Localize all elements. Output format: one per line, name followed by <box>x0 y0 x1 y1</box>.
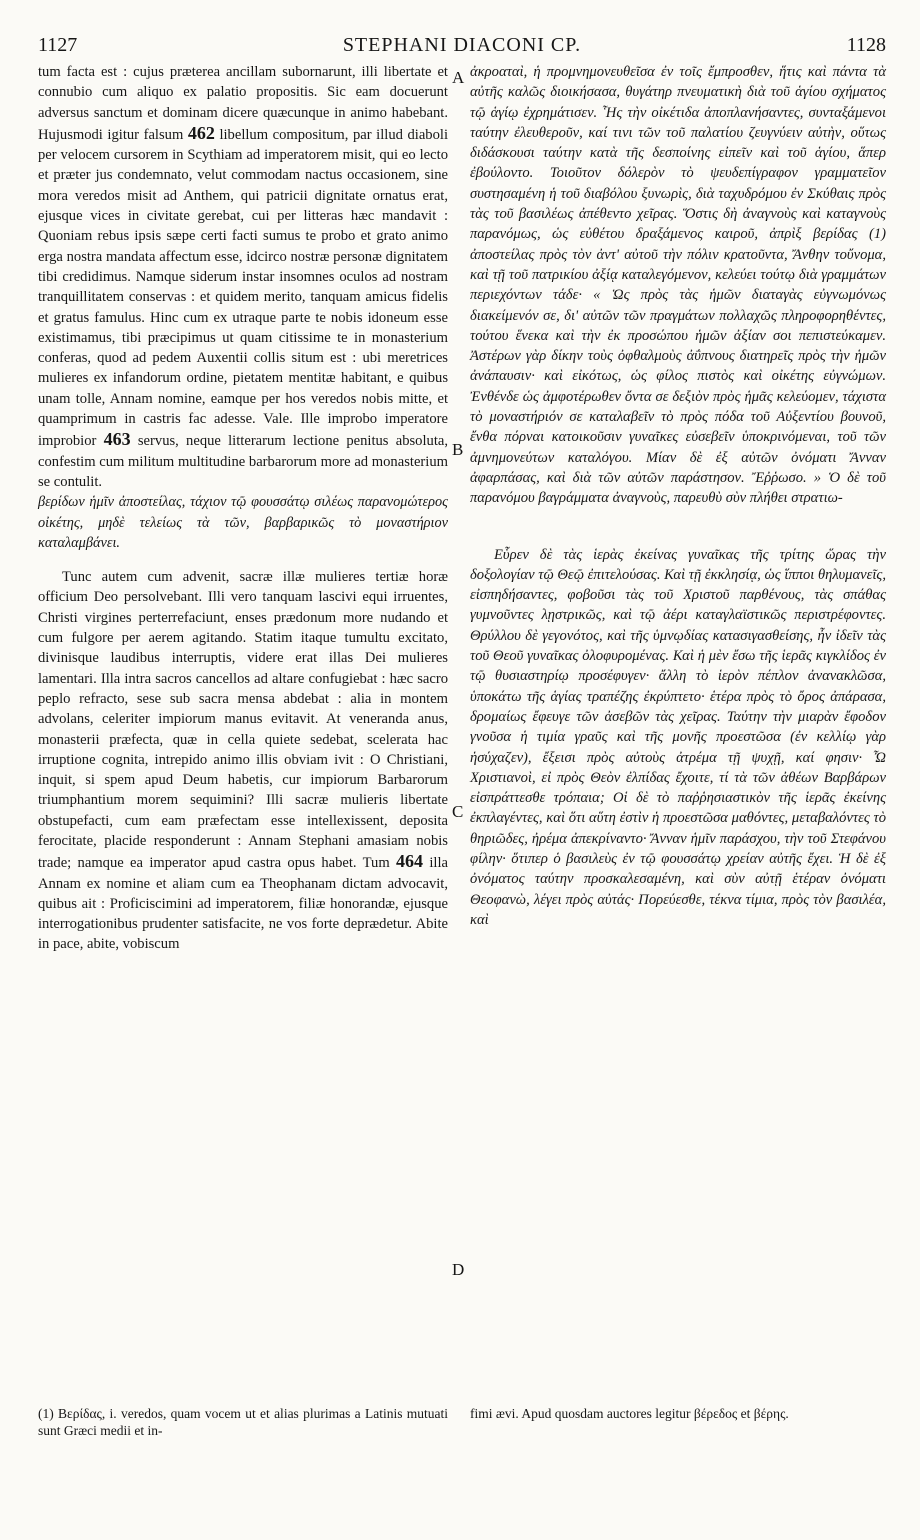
greek-paragraph-1 <box>470 62 886 509</box>
marginal-number: 464 <box>396 851 424 872</box>
latin-text: servus, neque litterarum lectione penitus absoluta, confestim cum militum multitudine barbarorum more ad monasterium se contulit. <box>38 433 449 490</box>
marginal-number: 463 <box>103 429 131 450</box>
latin-column <box>38 62 448 955</box>
margin-letter-d: D <box>452 1260 465 1279</box>
latin-paragraph-1 <box>38 62 448 492</box>
greek-text: ἀποστείλας πρὸς τὸν ἀντ' αὐτοῦ τὴν πόλιν κρατοῦντα, Ἄνθην τοὔνομα, καὶ τῇ τοῦ πατρικίου ἀξίᾳ καταλεγόμενον, κελεύει τούτῳ διὰ γραμμάτων περιεχόντων τάδε· « Ὡς πρὸς τὰς ἡμῶν διαταγὰς εὐγνωμόνως διακείμενόν σε, δι' αὐτῶν τῶν πραγμάτων πολλαχῶς πληροφορηθέντες, τούτου ἕνεκα καὶ τὴν ἐκ προσώπου ἡμῶν ἀξίαν σοι πεπιστεύκαμεν. Ἀστέρων γὰρ δίκην τοὺς ὀφθαλμοὺς ἀΰπνους διατηρεῖς πρὸς τὴν ἡμῶν ἀνάπαυσιν· καὶ εἰκότως, ὡς φίλος πιστὸς καὶ οἰκέτης εὐγνώμων. Ἐνθένδε ὡς ἀμφοτέρωθεν ὄντα σε δεξιὸν πρὸς ἡμᾶς κελεύομεν, τάχιστα τὸ μοναστήριόν σε καταλαβεῖν τὸ πρὸς πόδα τοῦ Αὐξεντίου βουνοῦ, ἔνθα πόρναι κατοικοῦσιν γυναῖκες εὐσεβεῖν ὑποκρινόμεναι, τοῦ τῶν ἀμνημονεύτων καταλόγου. Μίαν δὲ ἐξ αὐτῶν ὀνόματι Ἄνναν ἀφαρπάσας, καὶ διὰ τῶν αὐτῶν παράστησον. Ἔῤῥωσο. » Ὁ δὲ τοῦ παρανόμου βαγράμματα ἀναγνοὺς, παρευθὺ σὺν πλήθει στρατιω- <box>470 246 886 507</box>
latin-text: illa Annam ex nomine et aliam cum ea Theophanam dictam advocavit, quibus ait : Proficiscimini ad imperatorem, filiæ honorandæ, ejusque interrogationibus prudenter satisfacite, ne vos forte deprædetur. Abite in pace, abite, vobiscum <box>38 855 448 953</box>
running-title: STEPHANI DIACONI CP. <box>342 34 582 56</box>
greek-continuation: βερίδων ἡμῖν ἀποστείλας, τάχιον τῷ φουσσάτῳ σιλέως παρανομώτερος οἰκέτης, μηδὲ τελείως τὰ τῶν, βαρβαρικῶς τὸ μοναστήριον καταλαμβάνει. <box>38 494 448 551</box>
margin-letter-b: B <box>452 440 464 459</box>
greek-paragraph-2: Εὗρεν δὲ τὰς ἱερὰς ἐκείνας γυναῖκας τῆς τρίτης ὥρας τὴν δοξολογίαν τῷ Θεῷ ἐπιτελούσας. Καὶ τῇ ἐκκλησίᾳ, ὡς ἵπποι θηλυμανεῖς, εἰσπηδήσαντες, φοβοῦσι τὰς τοῦ Χριστοῦ παρθένους, τὰς σπάθας γυμνοῦντες λῃστρικῶς, καὶ τῷ ἀέρι καταγλαϊστικῶς περιστρέφοντες. Θρύλλου δὲ γεγονότος, καὶ τῆς ὑμνῳδίας κατασιγασθείσης, ἦν ἰδεῖν τὰς τοῦ Θεοῦ γυναῖκας ὀλοφυρομένας. Καὶ ἡ μὲν ἔσω τῆς ἱερᾶς κιγκλίδος ἐν τῷ θυσιαστηρίῳ προσέφυγεν· ἄλλη τὸ ἱερὸν πέπλον ἀνανακλῶσα, ὑποκάτω τῆς ἁγίας τραπέζης ἐκρύπτετο· ἑτέρα πρὸς τὸ ὄρος ἀπάρασα, δρομαίως ἔφευγε τῶν ἀσεβῶν τὰς χεῖρας. Ταύτην τὴν μιαρὰν ἔφοδον γνοῦσα ἡ τιμία γραῦς καὶ τῆς μονῆς προεστῶσα (ἐν κελλίῳ γὰρ ἡσύχαζεν), ἔξεισι πρὸς αὐτοὺς ἀτρέμα τῇ ψυχῇ, καί φησιν· Ὦ Χριστιανοὶ, εἰ πρὸς Θεὸν ἐλπίδας ἔχοιτε, τί τὰ τῶν ἀθέων Βαρβάρων εἰσπράττεσθε τρόπαια; Οἱ δὲ τὸ παῤῥησιαστικὸν τῆς ἱερᾶς ἐκείνης ἐκπλαγέντες, καὶ ὅτι αὕτη ἐστὶν ἡ προεστῶσα μαθόντες, μεταβαλόντες τὸ θηριῶδες, ἠρέμα ἀπεκρίναντο· Ἄνναν ἡμῖν παράσχου, τὴν τοῦ Στεφάνου φίλην· ὅτιπερ ὁ βασιλεὺς ἐν τῷ φουσσάτῳ χρείαν αὐτῆς ἔχει. Ἡ δὲ ἐξ ὀνόματος ταύτην προσκαλεσαμένη, καὶ σὺν αὐτῇ ἑτέραν ὀνόματι Θεοφανὼ, λέγει πρὸς αὐτάς· Πορεύεσθε, τέκνα τίμια, πρὸς τὸν βασιλέα, καὶ <box>470 546 887 928</box>
footnote-right: fimi ævi. Apud quosdam auctores legitur βέρεδος et βέρης. <box>470 1406 789 1421</box>
page-number-left: 1127 <box>38 34 78 56</box>
greek-text: ἀκροαταὶ, ἡ προμνημονευθεῖσα ἐν τοῖς ἔμπροσθεν, ἥτις καὶ πάντα τὰ αὐτῆς καλῶς διοικήσασα, θυγάτηρ πνευματικὴ διὰ τοῦ ἁγίου σχήματος τῷ ἁγίῳ ἐχρημάτισεν. Ἧς τὴν οἰκέτιδα ἀποπλανήσαντες, συνταξάμενοι ταύτην ἐλευθεροῦν, καί τινι τῶν τοῦ παλατίου ζευγνύειν αὐτὴν, οὕτως διδάσκουσι ταύτην κατὰ τῆς δεσποίνης εἰπεῖν καὶ τοῦ ἁγίου, ἅπερ ἐβούλοντο. Τοιοῦτον δόλερὸν τὸ ψευδεπίγραφον γραμματεῖον συστησαμένη ἡ τοῦ διαβόλου ξυνωρὶς, διὰ ταχυδρόμου ἐν Σκύθαις πρὸς τὰς τοῦ βασιλέως ἀπέθεντο χεῖρας. Ὅστις δὴ ἀναγνοὺς καὶ καταγνοὺς παρανόμως, ὡς εὐθέτου δραξάμενος καιροῦ, ἀπρὶξ βερίδας <box>470 64 886 243</box>
latin-text: tum facta est : cujus præterea ancillam subornarunt, illi libertate et connubio cum aliquo ex palatio propositis. Sic eam docuerunt adversus sanctum et dominam dicere quæcunque in animo habebant. Hujusmodi igitur falsum <box>38 64 448 143</box>
marginal-number: 462 <box>187 122 215 143</box>
latin-text: Tunc autem cum advenit, sacræ illæ mulieres tertiæ horæ officium Deo persolvebant. Illi vero tanquam lascivi equi irruentes, Christi virgines perterrefaciunt, enses prædonum more nudando et cum fulgore per aerem agitando. Statim itaque tumultu excitato, divinisque laudibus interruptis, videre erat illas Dei mulieres lamentari. Illa intra sacros cancellos ad altare confugiebat : hæc sacro peplo refracto, sese sub sacra mensa abdebat : alia in montem advolans, celeriter impiorum manus evitavit. At veneranda anus, monasterii præfecta, quæ in cella quiete sedebat, scelerata hac irruptione cognita, intrepido animo illis obviam ivit : O Christiani, inquit, si spem apud Deum habetis, cur impiorum Barbarorum triumphantium morem sequimini? Illi sacræ mulieris libertate obstupefacti, cum eam præfectam esse intellexissent, deposita ferocitate, placide responderunt : Annam Stephani amasiam nobis trade; namque ea imperator apud castra opus habet. Tum <box>38 569 448 872</box>
greek-column <box>470 62 886 930</box>
latin-text: libellum compositum, par illud diaboli per velocem cursorem in Scythiam ad imperatorem misit, qui eo lecto et præter jus condemnato, velut commodam nactus occasionem, sine mora veredos misit ad Anthem, qui patricii dignitate ornatus erat, ejusque vices in civitate gerebat, cui per litteras hæc mandavit : Quoniam rebus ipsis sæpe certi facti sumus te probo et grato animo erga nostra mandata affectum esse, idcirco nostræ personæ dignitatem tibi credidimus. Namque siderum instar insomnes oculos ad nostram tranquillitatem conservas : et quidem merito, tanquam amicus fidelis et gratus famulus. Hinc cum ex utraque parte te nobis idoneum esse existimamus, tibi præcipimus ut quam citissime te in monasterium conferas, quod ad pedem Auxentii collis situm est : ubi meretrices mulieres ex infandorum ordine, pietatem mentitæ habitant, e quibus unam tolle, Annam nomine, eamque per hos veredos nobis mitte, et quamprimum in castris fac adesse. Vale. Ille improbo imperatore improbior <box>38 126 449 450</box>
margin-letter-c: C <box>452 802 464 821</box>
footnote-marker: (1) <box>868 226 886 243</box>
margin-letter-a: A <box>452 68 465 87</box>
running-header <box>38 34 886 60</box>
page-number-right: 1128 <box>846 34 886 56</box>
footnote-left: (1) Βερίδας, i. veredos, quam vocem ut et alias plurimas a Latinis mutuati sunt Græci medii et in- <box>38 1406 448 1438</box>
latin-paragraph-2 <box>38 567 448 955</box>
